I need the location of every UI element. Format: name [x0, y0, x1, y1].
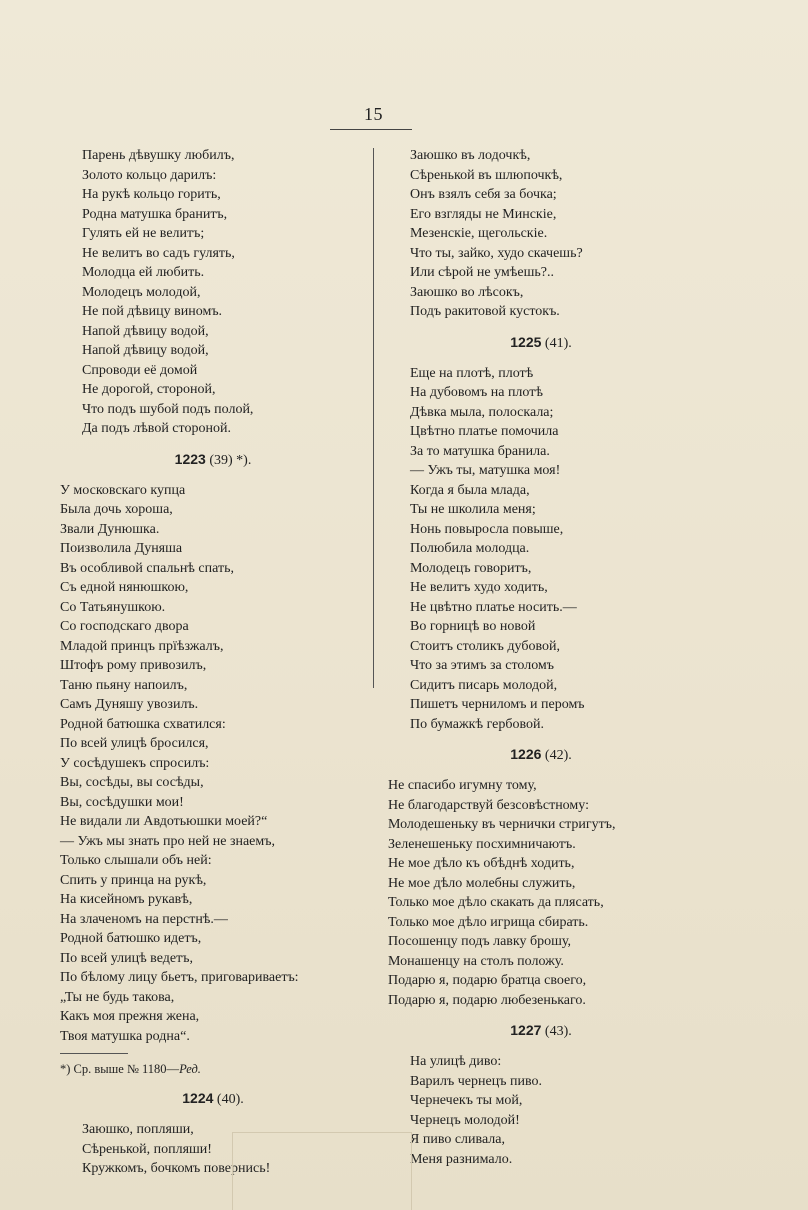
- poem-line: Парень дѣвушку любилъ,: [82, 148, 235, 163]
- poem-line: На злаченомъ на перстнѣ.—: [60, 911, 228, 927]
- poem-line: Напой дѣвицу водой,: [82, 343, 209, 358]
- poem-line: По всей улицѣ бросился,: [60, 736, 209, 751]
- poem-line: Таню пьяну напоилъ,: [60, 677, 188, 693]
- poem-line: Въ особливой спальнѣ спать,: [60, 560, 234, 576]
- poem-line: Молодецъ молодой,: [82, 284, 201, 300]
- footnote: [60, 1060, 366, 1078]
- poem-line: Заюшко въ лодочкѣ,: [410, 148, 531, 163]
- poem-line: Со Татьянушкою.: [60, 599, 166, 615]
- poem-line: По бумажкѣ гербовой.: [410, 716, 544, 732]
- poem-line: Варилъ чернецъ пиво.: [410, 1073, 542, 1089]
- poem-line: Съ едной нянюшкою,: [60, 580, 189, 595]
- poem-line: Стоитъ столикъ дубовой,: [410, 638, 560, 654]
- poem-line: Какъ моя прежня жена,: [60, 1009, 200, 1024]
- poem-line: Твоя матушка родна“.: [60, 1028, 190, 1044]
- poem-line: Кружкомъ, бочкомъ повернись!: [82, 1161, 271, 1176]
- poem-line: По бѣлому лицу бьетъ, приговариваетъ:: [60, 970, 299, 985]
- poem-line: Только мое дѣло скакать да плясать,: [388, 895, 604, 910]
- poem-line: Меня разнимало.: [410, 1151, 513, 1167]
- poem-line: Еще на плотѣ, плотѣ: [410, 365, 534, 381]
- poem-line: Молодца ей любить.: [82, 265, 205, 280]
- right-column: [388, 146, 808, 1169]
- song-number: 1224: [182, 1090, 214, 1106]
- poem-line: Родной батюшко идетъ,: [60, 931, 202, 946]
- song-1224-continued: [388, 146, 808, 322]
- poem-line: Полюбила молодца.: [410, 541, 530, 556]
- song-suffix: (39) *).: [209, 452, 252, 468]
- poem-line: Не пой дѣвицу виномъ.: [82, 304, 223, 319]
- poem-line: Только слышали объ ней:: [60, 853, 212, 868]
- poem-line: — Ужъ ты, матушка моя!: [410, 463, 561, 478]
- poem-line: Монашенцу на столъ положу.: [388, 953, 564, 969]
- song-heading-1224: [60, 1088, 366, 1110]
- poem-line: Ты не школила меня;: [410, 502, 536, 517]
- poem-line: Вы, сосѣды, вы сосѣды,: [60, 775, 204, 790]
- poem-line: У сосѣдушекъ спросилъ:: [60, 755, 210, 771]
- song-number: 1227: [510, 1022, 542, 1038]
- poem-line: Мезенскіе, щегольскіе.: [410, 226, 548, 241]
- poem-line: Что за этимъ за столомъ: [410, 658, 555, 673]
- poem-line: Звали Дунюшка.: [60, 521, 160, 537]
- song-heading-1223: [60, 449, 366, 471]
- poem-line: Только мое дѣло игрища сбирать.: [388, 914, 589, 930]
- poem-line: Не мое дѣло къ обѣднѣ ходить,: [388, 856, 575, 871]
- page-number: 15: [364, 104, 383, 124]
- poem-line: Не дорогой, стороной,: [82, 382, 216, 397]
- poem-line: Молодешеньку въ чернички стригутъ,: [388, 817, 616, 832]
- poem-line: На дубовомъ на плотѣ: [410, 385, 543, 400]
- poem-line: Была дочь хороша,: [60, 502, 173, 517]
- song-number: 1226: [510, 746, 542, 762]
- poem-line: Я пиво сливала,: [410, 1132, 505, 1147]
- poem-line: — Ужъ мы знать про ней не знаемъ,: [60, 833, 275, 849]
- poem-line: Что подъ шубой подъ полой,: [82, 401, 254, 417]
- poem-line: На рукѣ кольцо горить,: [82, 187, 221, 202]
- left-column: [60, 146, 366, 1179]
- song-heading-1227: [388, 1020, 694, 1042]
- page-number-rule: [330, 129, 412, 130]
- poem-line: Спроводи её домой: [82, 362, 198, 378]
- song-suffix: (42).: [544, 748, 572, 763]
- song-suffix: (41).: [544, 335, 572, 351]
- poem-line: Напой дѣвицу водой,: [82, 323, 209, 339]
- poem-line: Не велитъ во садъ гулять,: [82, 245, 235, 261]
- poem-line: Не спасибо игумну тому,: [388, 778, 537, 793]
- poem-line: Заюшко, попляши,: [82, 1122, 194, 1137]
- poem-line: Спить у принца на рукѣ,: [60, 872, 207, 888]
- poem-line: Что ты, зайко, худо скачешь?: [410, 245, 583, 261]
- poem-line: Не благодарствуй безсовѣстному:: [388, 797, 589, 813]
- poem-line: Пишетъ черниломъ и перомъ: [410, 697, 585, 712]
- poem-line: На улицѣ диво:: [410, 1054, 502, 1069]
- footnote-editor-mark: Ред.: [179, 1062, 201, 1076]
- poem-line: Подарю я, подарю любезенькаго.: [388, 992, 586, 1008]
- footnote-rule: [60, 1053, 128, 1054]
- song-number: 1225: [510, 333, 542, 350]
- poem-line: У московскаго купца: [60, 482, 186, 498]
- song-suffix: (40).: [216, 1092, 244, 1107]
- poem-line: Сѣренькой, попляши!: [82, 1141, 212, 1157]
- song-1227-text: [388, 1052, 808, 1169]
- poem-line: Гулять ей не велитъ;: [82, 226, 205, 241]
- poem-line: По всей улицѣ ведетъ,: [60, 950, 193, 966]
- poem-line: Зеленешеньку посхимничаютъ.: [388, 836, 576, 852]
- poem-line: Молодецъ говоритъ,: [410, 560, 532, 576]
- column-divider: [373, 148, 374, 688]
- footnote-text: *) Ср. выше № 1180—: [60, 1062, 180, 1076]
- poem-line: Подарю я, подарю братца своего,: [388, 973, 587, 988]
- song-heading-1225: [388, 332, 694, 354]
- poem-line: Поизволила Дуняша: [60, 541, 183, 556]
- poem-line: Родной батюшка схватился:: [60, 716, 226, 732]
- poem-line: Сѣренькой въ шлюпочкѣ,: [410, 167, 563, 183]
- song-1225-text: [388, 364, 808, 735]
- poem-line: Не мое дѣло молебны служить,: [388, 875, 576, 891]
- poem-line: Родна матушка бранитъ,: [82, 206, 228, 222]
- poem-line: Вы, сосѣдушки мои!: [60, 794, 184, 810]
- poem-line: Заюшко во лѣсокъ,: [410, 284, 524, 300]
- song-suffix: (43).: [544, 1024, 572, 1039]
- poem-line: Штофъ рому привозилъ,: [60, 658, 207, 673]
- poem-line: За то матушка бранила.: [410, 443, 550, 459]
- poem-line: Или сѣрой не умѣешь?..: [410, 265, 554, 280]
- poem-line: Не велитъ худо ходить,: [410, 580, 548, 595]
- poem-line: Самъ Дуняшу увозилъ.: [60, 697, 199, 712]
- poem-line: Онъ взялъ себя за бочка;: [410, 187, 557, 202]
- poem-line: Во горницѣ во новой: [410, 619, 536, 634]
- poem-line: Сидитъ писарь молодой,: [410, 677, 558, 693]
- poem-line: Чернецъ молодой!: [410, 1112, 520, 1128]
- poem-line: Когда я была млада,: [410, 482, 530, 498]
- poem-line: Золото кольцо дарилъ:: [82, 167, 217, 183]
- song-1226-text: [388, 776, 808, 1010]
- poem-line: Со господскаго двора: [60, 619, 189, 634]
- poem-line: Его взгляды не Минскіе,: [410, 206, 557, 222]
- poem-line: Не цвѣтно платье носить.—: [410, 599, 577, 615]
- song-1223-text: [60, 481, 366, 1047]
- song-number: 1223: [174, 450, 206, 467]
- poem-continuation: [60, 146, 366, 439]
- poem-line: Да подъ лѣвой стороной.: [82, 421, 231, 436]
- poem-line: Младой принцъ прїѣзжалъ,: [60, 638, 224, 654]
- poem-line: Подъ ракитовой кустокъ.: [410, 304, 560, 319]
- poem-line: „Ты не будь такова,: [60, 989, 175, 1005]
- library-stamp-faded: [232, 1132, 412, 1210]
- poem-line: Дѣвка мыла, полоскала;: [410, 404, 554, 420]
- poem-line: Нонь повыросла повыше,: [410, 521, 564, 537]
- poem-line: Не видали ли Авдотьюшки моей?“: [60, 814, 268, 829]
- poem-line: Цвѣтно платье помочила: [410, 424, 559, 439]
- poem-line: Посошенцу подъ лавку брошу,: [388, 934, 572, 949]
- poem-line: На кисейномъ рукавѣ,: [60, 892, 193, 907]
- poem-line: Чернечекъ ты мой,: [410, 1093, 523, 1108]
- song-heading-1226: [388, 744, 694, 766]
